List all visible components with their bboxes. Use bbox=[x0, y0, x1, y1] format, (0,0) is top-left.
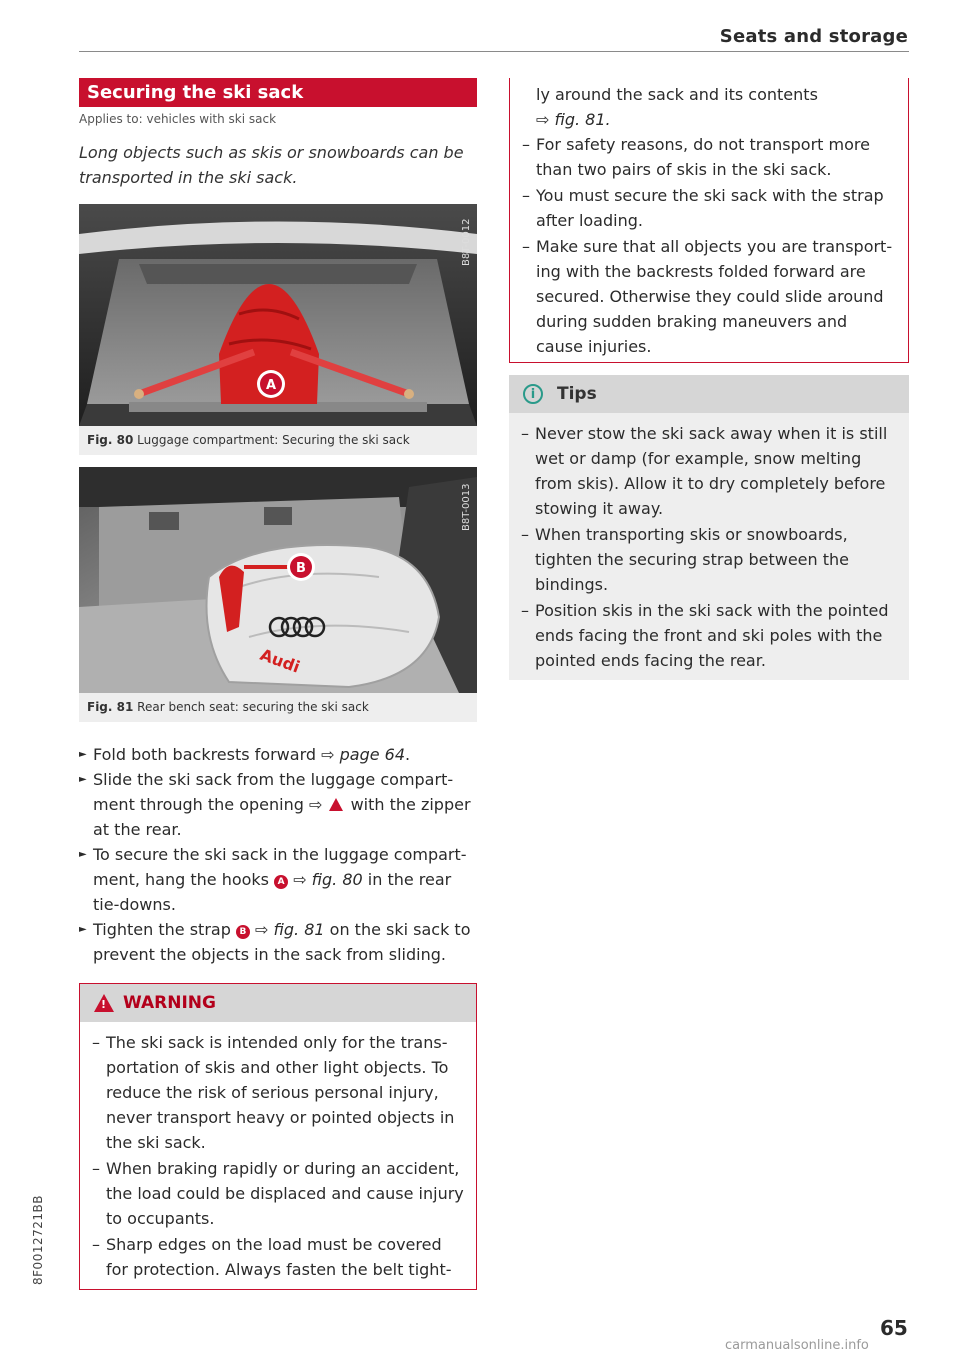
applies-to: Applies to: vehicles with ski sack bbox=[79, 112, 277, 126]
step-tighten-strap: ► Tighten the strap B ⇨ fig. 81 on the ski sack to prevent the objects in the sack from sliding. bbox=[79, 917, 477, 967]
step-fold-backrests: ► Fold both backrests forward ⇨ page 64. bbox=[79, 742, 477, 767]
warning-header bbox=[80, 984, 476, 1022]
right-column bbox=[509, 78, 909, 680]
figure-number: Fig. 80 bbox=[87, 433, 134, 447]
figure-reference-link[interactable]: ⇨ fig. 80 bbox=[293, 870, 363, 889]
figure-caption bbox=[79, 426, 477, 455]
figure-caption bbox=[79, 693, 477, 722]
warning-continuation-text: ly around the sack and its contents ⇨ fig. 81. bbox=[536, 85, 818, 129]
figure-reference-link[interactable]: ⇨ fig. 81. bbox=[536, 110, 611, 129]
warning-box bbox=[79, 983, 477, 1290]
warning-item: – Sharp edges on the load must be covered for protection. Always fasten the belt tight- bbox=[92, 1232, 466, 1282]
rear-bench-image bbox=[79, 467, 477, 693]
step-hang-hooks: ► To secure the ski sack in the luggage compartment, hang the hooks A ⇨ fig. 80 in the rear tie-downs. bbox=[79, 842, 477, 917]
header-rule bbox=[79, 51, 909, 52]
figure-number: Fig. 81 bbox=[87, 700, 134, 714]
warning-item: – When braking rapidly or during an accident, the load could be displaced and cause injury to occupants. bbox=[92, 1156, 466, 1231]
figure-caption-text: Rear bench seat: securing the ski sack bbox=[137, 700, 369, 714]
instruction-steps bbox=[79, 742, 477, 967]
figure-80 bbox=[79, 204, 477, 455]
warning-continuation-box bbox=[509, 78, 909, 363]
tips-item: – Never stow the ski sack away when it is still wet or damp (for example, snow melting from skis). Allow it to dry completely before stowing it away. bbox=[521, 421, 899, 521]
figure-reference-link[interactable]: ⇨ fig. 81 bbox=[255, 920, 325, 939]
section-title: Securing the ski sack bbox=[79, 78, 477, 107]
figure-code-80: B8T-0012 bbox=[461, 218, 472, 266]
page-number: 65 bbox=[880, 1316, 908, 1340]
page-reference-link[interactable]: ⇨ page 64 bbox=[321, 745, 406, 764]
intro-text: Long objects such as skis or snowboards can be transported in the ski sack. bbox=[79, 143, 464, 187]
figure-code-81: B8T-0013 bbox=[461, 483, 472, 531]
tips-item: – When transporting skis or snowboards, tighten the securing strap between the bindings. bbox=[521, 522, 899, 597]
watermark: carmanualsonline.info bbox=[725, 1338, 869, 1353]
tips-box bbox=[509, 375, 909, 680]
warning-title: WARNING bbox=[123, 993, 216, 1013]
figure-81 bbox=[79, 467, 477, 722]
info-icon: i bbox=[523, 384, 543, 404]
warning-item: – You must secure the ski sack with the strap after loading. bbox=[522, 183, 898, 233]
warning-item: – For safety reasons, do not transport more than two pairs of skis in the ski sack. bbox=[522, 132, 898, 182]
audi-logo-text: Audi bbox=[257, 644, 303, 677]
warning-triangle-icon: ! bbox=[94, 994, 114, 1012]
callout-b-icon: B bbox=[236, 925, 250, 939]
step-slide-ski-sack: ► Slide the ski sack from the luggage compartment through the opening ⇨ with the zipper at the rear. bbox=[79, 767, 477, 842]
running-head: Seats and storage bbox=[719, 26, 908, 47]
tips-header bbox=[509, 375, 909, 413]
tips-list bbox=[509, 413, 909, 680]
warning-continuation-list bbox=[510, 78, 908, 362]
side-document-code: 8F0012721BB bbox=[31, 1195, 45, 1285]
figure-caption-text: Luggage compartment: Securing the ski sack bbox=[137, 433, 410, 447]
left-column bbox=[79, 78, 477, 1290]
tips-title: Tips bbox=[557, 384, 597, 404]
warning-item: – Make sure that all objects you are transporting with the backrests folded forward are secured. Otherwise they could slide around during sudden braking maneuvers and cause injuries. bbox=[522, 234, 898, 359]
figure-callout-b: B bbox=[296, 561, 306, 576]
luggage-compartment-image bbox=[79, 204, 477, 426]
callout-a-icon: A bbox=[274, 875, 288, 889]
tips-item: – Position skis in the ski sack with the pointed ends facing the front and ski poles with the pointed ends facing the rear. bbox=[521, 598, 899, 673]
warning-list bbox=[80, 1022, 476, 1289]
warning-reference-link[interactable]: ⇨ bbox=[308, 795, 323, 814]
figure-callout-a: A bbox=[265, 378, 277, 393]
warning-triangle-icon bbox=[329, 798, 343, 811]
warning-item: – The ski sack is intended only for the transportation of skis and other light objects. To reduce the risk of serious personal injury, never transport heavy or pointed objects in the ski sack. bbox=[92, 1030, 466, 1155]
